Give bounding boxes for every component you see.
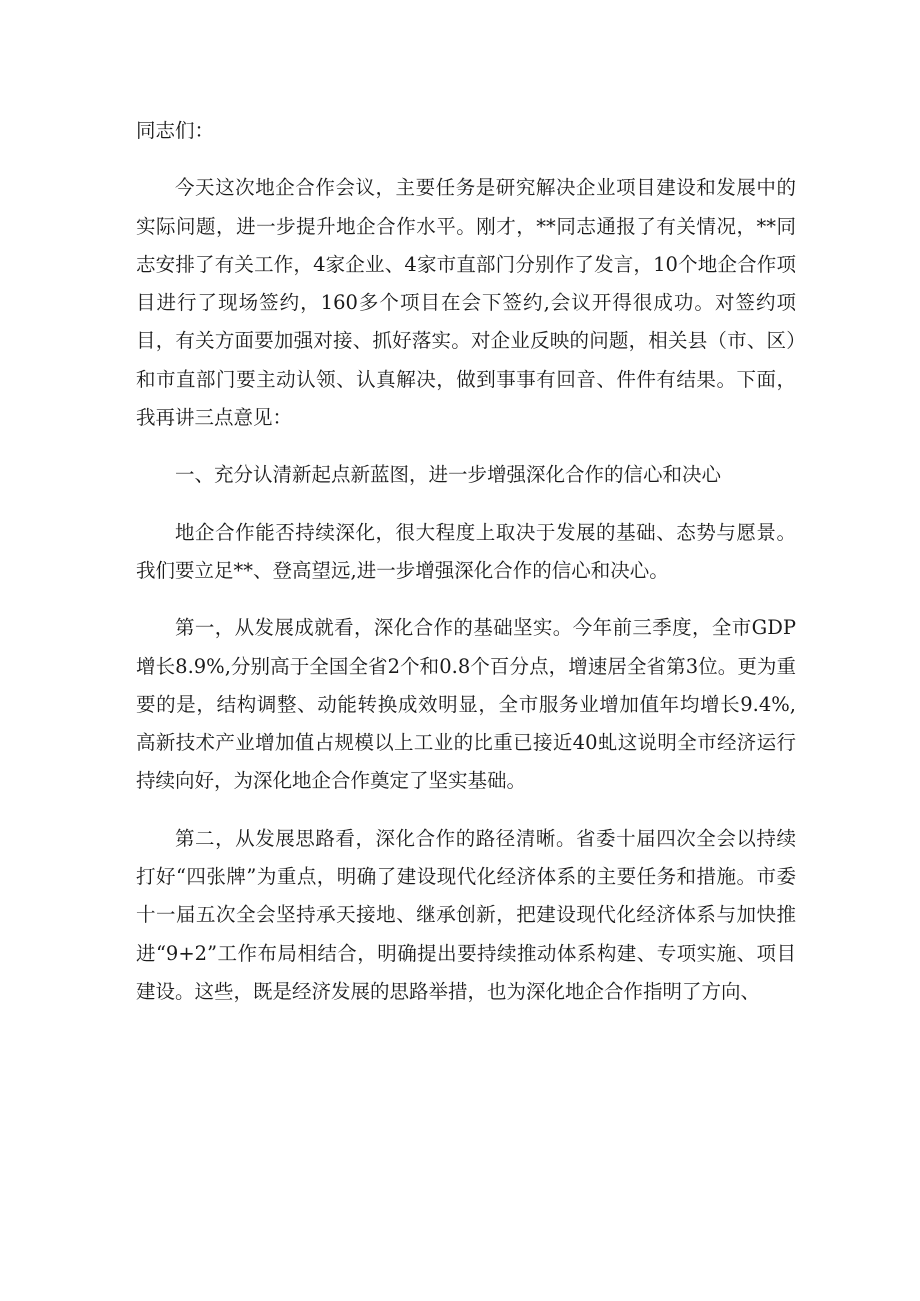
- paragraph-section-intro: 地企合作能否持续深化，很大程度上取决于发展的基础、态势与愿景。我们要立足**、登高望远,进一步增强深化合作的信心和决心。: [136, 520, 796, 582]
- paragraph-point-2: 第二，从发展思路看，深化合作的路径清晰。省委十届四次全会以持续打好“四张牌”为重点，明确了建设现代化经济体系的主要任务和措施。市委十一届五次全会坚持承天接地、继承创新，把建设现代化经济体系与加快推进“9+2”工作布局相结合，明确提出要持续推动体系构建、专项实施、项目建设。这些，既是经济发展的思路举措，也为深化地企合作指明了方向、: [136, 826, 796, 1003]
- paragraph-opening: 今天这次地企合作会议，主要任务是研究解决企业项目建设和发展中的实际问题，进一步提升地企合作水平。刚才，**同志通报了有关情况，**同志安排了有关工作，4家企业、4家市直部门分别作了发言，10个地企合作项目进行了现场签约，160多个项目在会下签约,会议开得很成功。对签约项目，有关方面要加强对接、抓好落实。对企业反映的问题，相关县（市、区）和市直部门要主动认领、认真解决，做到事事有回音、件件有结果。下面，我再讲三点意见：: [136, 176, 796, 430]
- section-heading-1: 一、充分认清新起点新蓝图，进一步增强深化合作的信心和决心: [175, 463, 722, 487]
- paragraph-point-1: 第一，从发展成就看，深化合作的基础坚实。今年前三季度，全市GDP增长8.9%,分别高于全国全省2个和0.8个百分点，增速居全省第3位。更为重要的是，结构调整、动能转换成效明显，全市服务业增加值年均增长9.4%,高新技术产业增加值占规模以上工业的比重已接近40虬这说明全市经济运行持续向好，为深化地企合作奠定了坚实基础。: [136, 616, 796, 793]
- document-page: [136, 112, 796, 1030]
- salutation: 同志们：: [136, 119, 215, 142]
